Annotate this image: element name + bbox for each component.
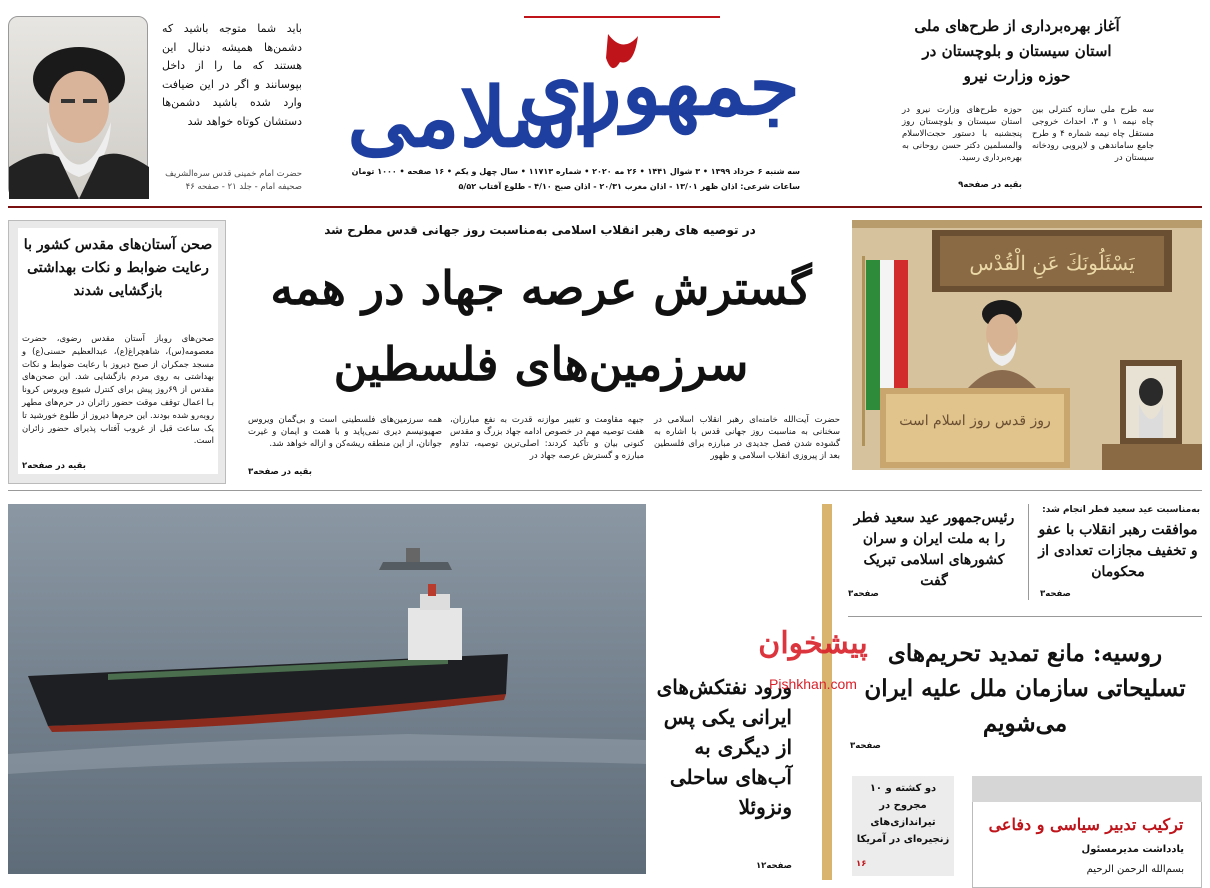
quote-reference: صحیفه امام - جلد ۲۱ - صفحه ۴۶ [185, 182, 302, 192]
editorial-basmala: بسم‌الله الرحمن الرحیم [1086, 864, 1184, 875]
russia-page[interactable]: صفحه۳ [850, 741, 881, 751]
top-right-col1: سه طرح ملی سازه کنترلی بین چاه نیمه ۱ و ۳، احداث خروجی مستقل چاه نیمه شماره ۴ و طرح جامع ساماندهی و لایروبی رودخانه سیستان در [1032, 105, 1155, 163]
podium-text: روز قدس روز اسلام است [899, 413, 1051, 429]
shooting-page[interactable]: ۱۶ [856, 859, 867, 869]
dateline: سه شنبه ۶ خرداد ۱۳۹۹ • ۳ شوال ۱۴۴۱ • ۲۶ مه ۲۰۲۰ • شماره ۱۱۷۱۳ • سال چهل و یکم • ۱۶ صفحه • ۱۰۰۰ تومان [351, 167, 800, 176]
top-right-more[interactable]: بقیه در صفحه۹ [958, 180, 1022, 190]
main-headline-1: گسترش عرصه جهاد در همه [270, 261, 812, 315]
shrines-more[interactable]: بقیه در صفحه۲ [22, 461, 86, 471]
top-right-col2: حوزه طرح‌های وزارت نیرو در استان سیستان و بلوچستان روز پنجشنبه با دستور حجت‌الاسلام والمسلمین دکتر حسن روحانی به بهره‌برداری رسید. [902, 105, 1022, 163]
logo-word-eslami: اسلامی [347, 70, 600, 166]
pishkhan-watermark: پیشخوان [758, 626, 868, 661]
prayer-times: ساعات شرعی: اذان ظهر ۱۳/۰۱ - اذان مغرب ۲۰/۳۱ - اذان صبح ۴/۱۰ - طلوع آفتاب ۵/۵۲ [458, 182, 800, 191]
main-headline-2: سرزمین‌های فلسطین [333, 337, 749, 391]
tanker-page[interactable]: صفحه۱۲ [755, 861, 792, 871]
editorial-pattern [972, 776, 1202, 802]
accent-bar [822, 504, 832, 880]
top-right-headline: آغاز بهره‌برداری از طرح‌های ملی استان سیستان و بلوچستان در حوزه وزارت نیرو [914, 17, 1120, 85]
quds-banner-text: يَسْئَلُونَكَ عَنِ الْقُدْس [969, 251, 1135, 275]
editorial-byline: یادداشت مدیرمسئول [1081, 844, 1184, 855]
pardon-kicker: به‌مناسبت عید سعید فطر انجام شد: [1042, 505, 1200, 515]
shooting-text: دو کشته و ۱۰ مجروح در تیراندازی‌های زنجیره‌ای در آمریکا [856, 783, 950, 845]
president-page[interactable]: صفحه۳ [848, 589, 879, 599]
masthead-logo [347, 14, 808, 166]
masthead-rule [8, 206, 1202, 208]
shrines-body: صحن‌های روباز آستان مقدس رضوی، حضرت معصومه(س)، شاهچراغ(ع)، عبدالعظیم حسنی(ع) و مسجد جمکران از صبح دیروز با رعایت ضوابط و نکات بهداشتی به روی مردم بازگشایی شد. این صحن‌های مقدس از ۶۹روز پیش برای کنترل شیوع ویروس کرونا بـا اعمال توقف موقت حضور زائران در حرم‌های مطهر روبه‌رو شده بودند. این حرم‌ها دیروز از طلوع خورشید تا یک ساعت قبل از غروب آفتاب پذیرای حضور زائران است. [22, 333, 214, 446]
logo-word-jomhouri: جمهوری [517, 38, 800, 134]
tanker-photo [8, 504, 646, 874]
quote-source: حضرت امام خمینی قدس سره‌الشریف [165, 169, 302, 179]
russia-headline: روسیه: مانع تمدید تحریم‌های تسلیحاتی سازمان ملل علیه ایران می‌شویم [864, 640, 1186, 737]
main-kicker: در توصیه های رهبر انقلاب اسلامی به‌مناسبت روز جهانی قدس مطرح شد [324, 223, 756, 237]
leader-photo [852, 220, 1202, 470]
main-col2: جبهه مقاومت و تغییر موازنه قدرت به نفع مبارزان، هفت توصیه مهم در خصوص ادامه جهاد بزرگ و مقدس کنونی بیان و تأکید کردند: اصلی‌ترین توصیه، تداوم مبارزه و گسترش عرصه جهاد در [450, 415, 644, 461]
imam-portrait [8, 16, 148, 198]
main-more[interactable]: بقیه در صفحه۳ [248, 467, 312, 477]
section-rule [8, 490, 1202, 491]
main-col1: حضرت آیت‌الله خامنه‌ای رهبر انقلاب اسلامی در سخنانی به مناسبت روز جهانی قدس با اشاره به گشوده شدن فصل جدیدی در مبارزه برای فلسطین بعد از پیروزی انقلاب اسلامی و ظهور [654, 415, 840, 461]
main-col3: همه سرزمین‌های فلسطینی است و بی‌گمان ویروس صهیونیسم دیری نمی‌پاید و با همت و ایمان و غیرت جوانان، از این منطقه ریشه‌کن و ازاله خواهد شد. [248, 415, 442, 449]
pishkhan-site[interactable]: Pishkhan.com [769, 676, 857, 692]
russia-rule [848, 616, 1202, 617]
column-divider [1028, 504, 1029, 600]
imam-quote: باید شما متوجه باشید که دشمن‌ها همیشه دنبال این هستند که ما را از داخل بپوسانند و اگر در این ضیافت وارد شده باشید دشمن‌ها دستشان کوتاه خواهد شد [162, 22, 302, 128]
tanker-headline: ورود نفتکش‌های ایرانی یکی پس از دیگری به آب‌های ساحلی ونزوئلا [656, 675, 792, 819]
president-headline: رئیس‌جمهور عید سعید فطر را به ملت ایران و سران کشورهای اسلامی تبریک گفت [853, 510, 1015, 589]
editorial-headline: ترکیب تدبیر سیاسی و دفاعی [988, 815, 1184, 834]
shrines-headline: صحن آستان‌های مقدس کشور با رعایت ضوابط و نکات بهداشتی بازگشایی شدند [23, 237, 213, 299]
pardon-page[interactable]: صفحه۳ [1040, 589, 1071, 599]
pardon-headline: موافقت رهبر انقلاب با عفو و تخفیف مجازات تعدادی از محکومان [1038, 522, 1198, 580]
